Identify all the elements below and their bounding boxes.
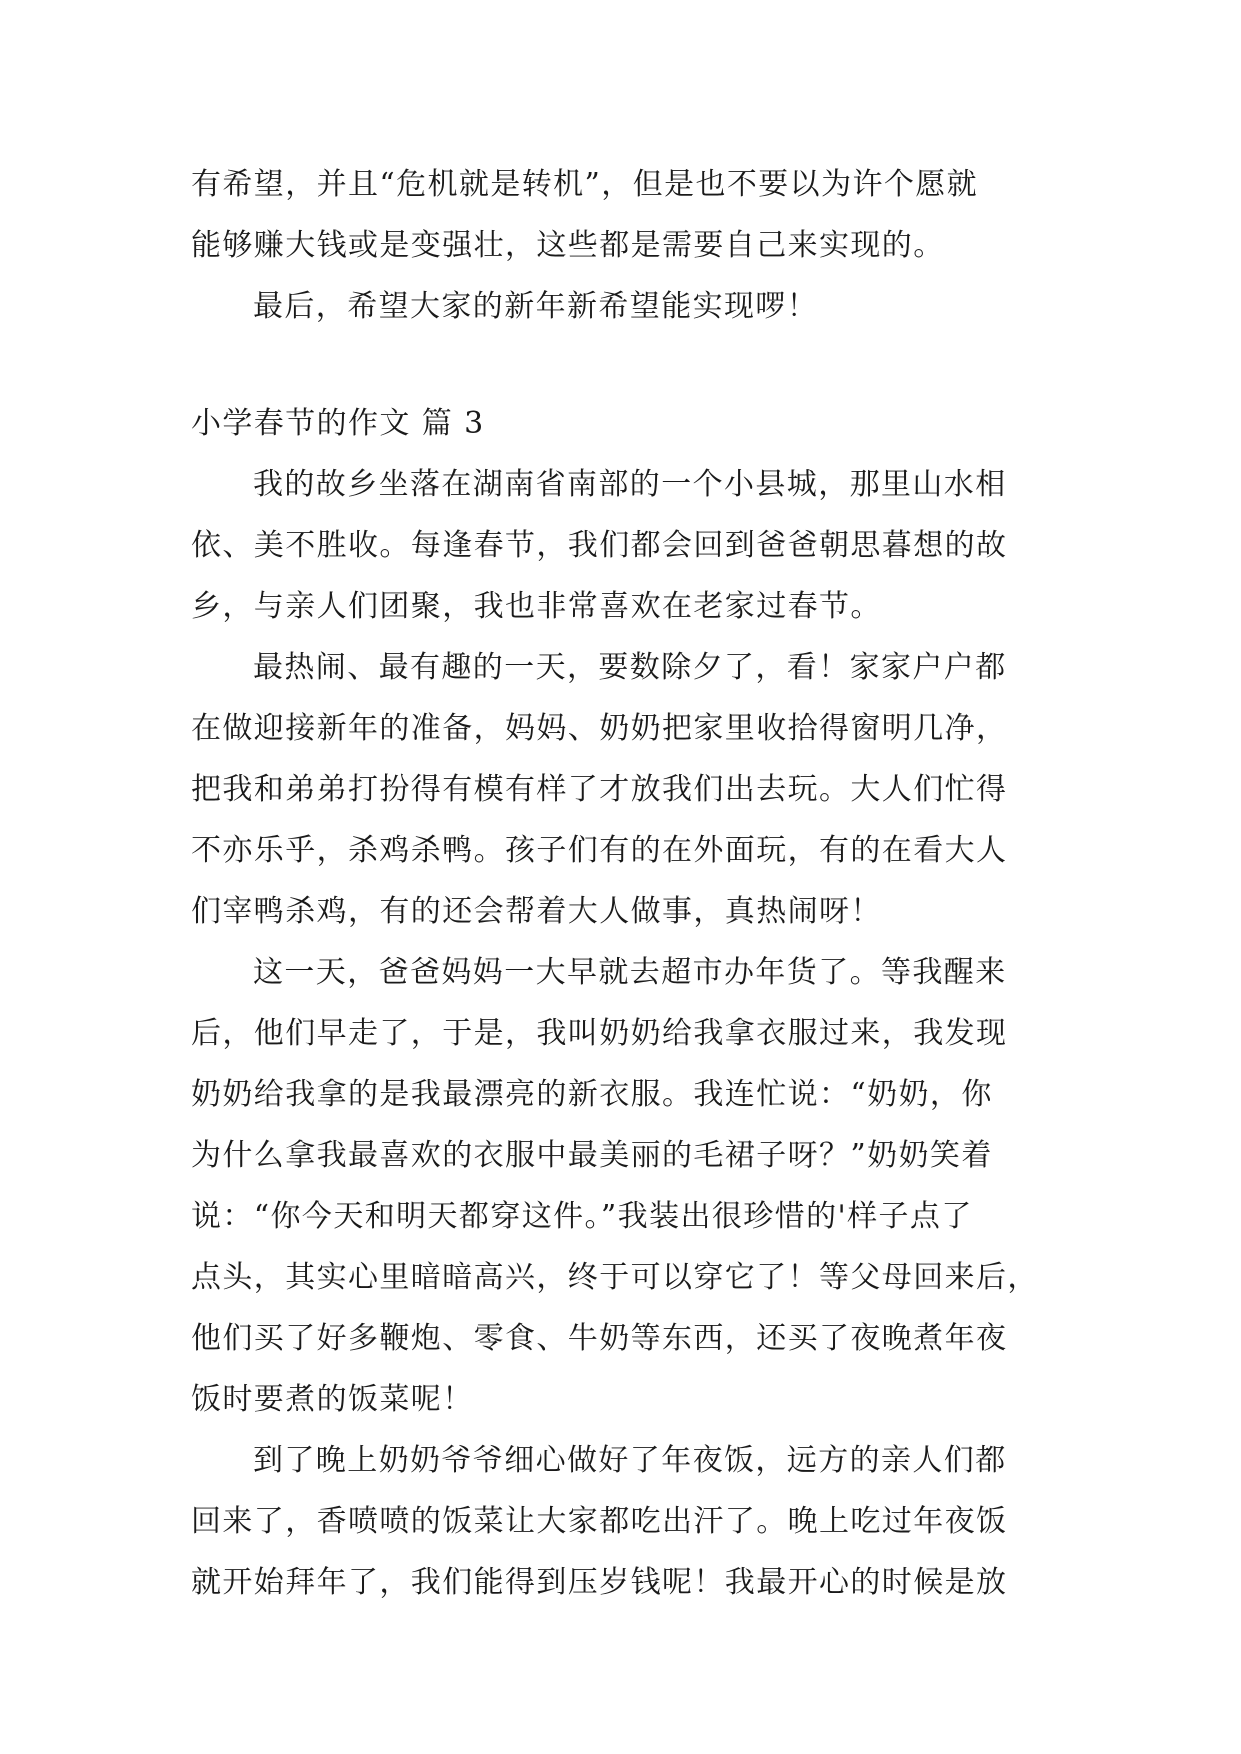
text-line: 奶奶给我拿的是我最漂亮的新衣服。我连忙说：“奶奶，你: [191, 1077, 993, 1112]
text-line: 能够赚大钱或是变强壮，这些都是需要自己来实现的。: [191, 228, 945, 263]
text-line: 有希望，并且“危机就是转机”，但是也不要以为许个愿就: [191, 167, 979, 202]
text-line: 就开始拜年了，我们能得到压岁钱呢！我最开心的时候是放: [191, 1565, 1008, 1600]
text-line: 把我和弟弟打扮得有模有样了才放我们出去玩。大人们忙得: [191, 772, 1008, 807]
text-line: 为什么拿我最喜欢的衣服中最美丽的毛裙子呀？”奶奶笑着: [191, 1138, 993, 1173]
text-line: 他们买了好多鞭炮、零食、牛奶等东西，还买了夜晚煮年夜: [191, 1321, 1008, 1356]
text-line: 不亦乐乎，杀鸡杀鸭。孩子们有的在外面玩，有的在看大人: [191, 833, 1008, 868]
paragraph-first-line: 到了晚上奶奶爷爷细心做好了年夜饭，远方的亲人们都: [253, 1443, 1007, 1478]
text-line: 回来了，香喷喷的饭菜让大家都吃出汗了。晚上吃过年夜饭: [191, 1504, 1008, 1539]
text-line: 后，他们早走了，于是，我叫奶奶给我拿衣服过来，我发现: [191, 1016, 1008, 1051]
section-title: 小学春节的作文 篇 3: [191, 406, 485, 441]
paragraph-first-line: 我的故乡坐落在湖南省南部的一个小县城，那里山水相: [253, 467, 1007, 502]
text-line: 们宰鸭杀鸡，有的还会帮着大人做事，真热闹呀！: [191, 894, 882, 929]
text-line: 点头，其实心里暗暗高兴，终于可以穿它了！等父母回来后，: [191, 1260, 1039, 1295]
paragraph-first-line: 这一天，爸爸妈妈一大早就去超市办年货了。等我醒来: [253, 955, 1007, 990]
text-line: 依、美不胜收。每逢春节，我们都会回到爸爸朝思暮想的故: [191, 528, 1008, 563]
text-line: 饭时要煮的饭菜呢！: [191, 1382, 474, 1417]
paragraph-first-line: 最热闹、最有趣的一天，要数除夕了，看！家家户户都: [253, 650, 1007, 685]
text-line: 乡，与亲人们团聚，我也非常喜欢在老家过春节。: [191, 589, 882, 624]
paragraph-first-line: 最后，希望大家的新年新希望能实现啰！: [253, 289, 819, 324]
text-line: 说：“你今天和明天都穿这件。”我装出很珍惜的'样子点了: [191, 1199, 973, 1234]
text-line: 在做迎接新年的准备，妈妈、奶奶把家里收拾得窗明几净，: [191, 711, 1008, 746]
